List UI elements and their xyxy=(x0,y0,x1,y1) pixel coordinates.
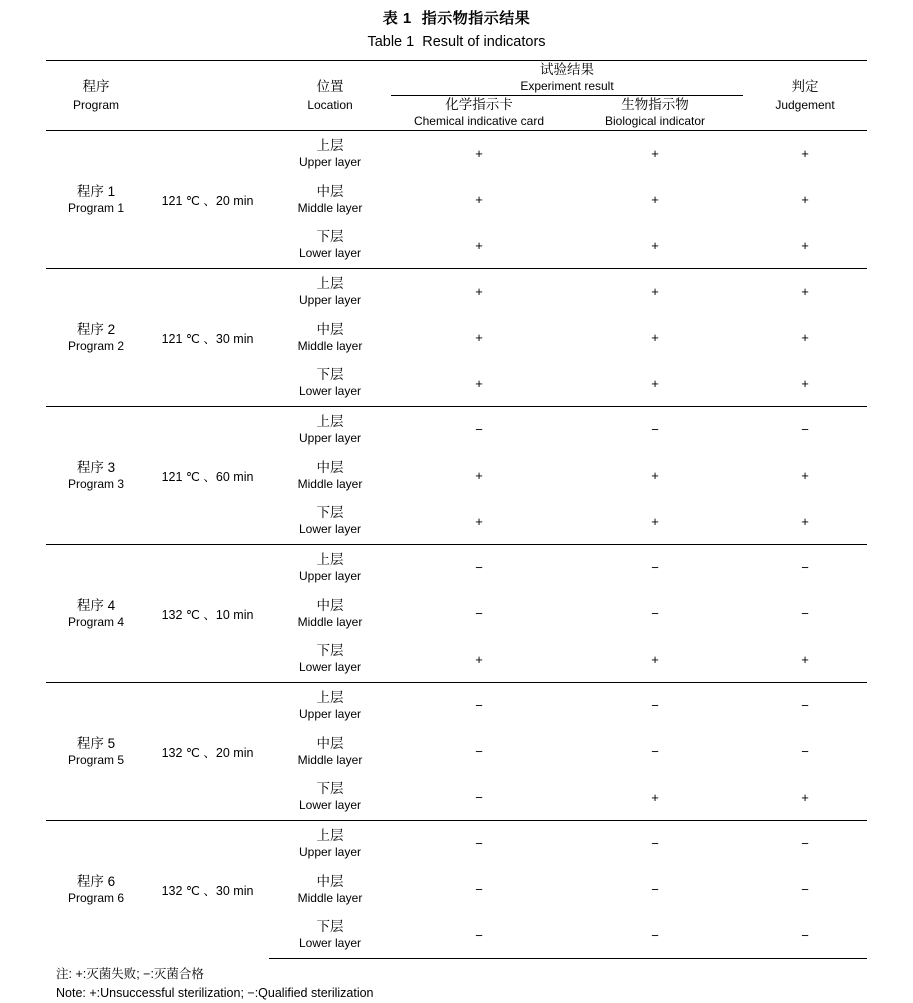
location-label-cn: 中层 xyxy=(316,321,344,337)
program-label-en: Program 3 xyxy=(67,476,125,491)
chemical-result: + xyxy=(475,468,483,483)
table-row xyxy=(46,545,867,591)
judgement-result: − xyxy=(801,744,809,759)
biological-result: − xyxy=(567,683,743,729)
chemical-result: − xyxy=(475,744,483,759)
chemical-result: − xyxy=(391,407,567,453)
program-label-cn: 程序 6 xyxy=(76,873,116,889)
chemical-result: − xyxy=(391,683,567,729)
location-label-cn: 上层 xyxy=(316,551,344,567)
location-cell xyxy=(269,637,391,683)
footnote-chinese: 注: +:灭菌失败; −:灭菌合格 xyxy=(56,967,204,981)
location-label-cn: 下层 xyxy=(316,367,344,383)
chemical-result: + xyxy=(391,269,567,315)
chemical-result: + xyxy=(475,330,483,345)
location-label-en: Lower layer xyxy=(298,522,362,537)
location-label-cn: 下层 xyxy=(316,229,344,245)
program-condition: 132 ℃ 、20 min xyxy=(146,683,269,821)
table-row xyxy=(46,821,867,867)
location-label-cn: 中层 xyxy=(316,597,344,613)
judgement-result: − xyxy=(743,821,867,867)
location-cell xyxy=(269,683,391,729)
judgement-result: − xyxy=(743,545,867,591)
location-label-en: Middle layer xyxy=(297,476,363,491)
program-label-cn: 程序 4 xyxy=(76,597,116,613)
location-label-en: Middle layer xyxy=(297,890,363,905)
location-cell xyxy=(269,269,391,315)
judgement-result: + xyxy=(743,269,867,315)
location-cell xyxy=(269,591,391,637)
program-label-en: Program 1 xyxy=(67,200,125,215)
chemical-result: + xyxy=(475,651,483,667)
location-label-cn: 中层 xyxy=(316,459,344,475)
location-label-cn: 下层 xyxy=(316,781,344,797)
location-label-en: Lower layer xyxy=(298,660,362,675)
biological-result: − xyxy=(567,545,743,591)
header-biological-en: Biological indicator xyxy=(604,114,706,128)
chemical-result: − xyxy=(475,789,483,805)
judgement-result: + xyxy=(801,513,809,529)
chemical-result: + xyxy=(475,237,483,253)
biological-result: − xyxy=(651,882,659,897)
biological-result: − xyxy=(567,913,743,959)
judgement-result: + xyxy=(801,651,809,667)
location-label-en: Upper layer xyxy=(298,154,362,169)
location-label-cn: 中层 xyxy=(316,183,344,199)
table-row xyxy=(46,131,867,177)
biological-result: − xyxy=(567,821,743,867)
table-row xyxy=(46,269,867,315)
biological-result: − xyxy=(651,606,659,621)
location-label-en: Upper layer xyxy=(298,430,362,445)
program-condition: 121 ℃ 、60 min xyxy=(146,407,269,545)
location-label-en: Middle layer xyxy=(297,200,363,215)
program-cell xyxy=(46,269,146,407)
program-cell xyxy=(46,131,146,269)
header-experiment-result xyxy=(391,61,743,96)
program-label-en: Program 5 xyxy=(67,752,125,767)
location-label-en: Upper layer xyxy=(298,292,362,307)
location-label-en: Lower layer xyxy=(298,384,362,399)
location-label-cn: 上层 xyxy=(316,689,344,705)
header-judgement-en: Judgement xyxy=(775,97,835,112)
location-cell xyxy=(269,729,391,775)
location-label-en: Middle layer xyxy=(297,752,363,767)
judgement-result: − xyxy=(801,882,809,897)
header-biological-indicator xyxy=(567,96,743,131)
program-label-cn: 程序 1 xyxy=(76,183,116,199)
header-location-cn: 位置 xyxy=(316,78,344,94)
chemical-result: + xyxy=(475,375,483,391)
header-location xyxy=(269,61,391,131)
judgement-result: + xyxy=(801,237,809,253)
location-cell xyxy=(269,407,391,453)
location-label-en: Middle layer xyxy=(297,338,363,353)
header-chemical-card xyxy=(391,96,567,131)
program-label-en: Program 6 xyxy=(67,890,125,905)
judgement-result: − xyxy=(743,913,867,959)
program-condition: 132 ℃ 、30 min xyxy=(146,821,269,959)
header-condition-spacer xyxy=(146,61,269,131)
header-biological-cn: 生物指示物 xyxy=(621,97,689,112)
location-cell xyxy=(269,361,391,407)
chemical-result: + xyxy=(391,131,567,177)
location-label-en: Middle layer xyxy=(297,614,363,629)
location-cell xyxy=(269,131,391,177)
header-program-en: Program xyxy=(72,97,119,112)
location-label-cn: 中层 xyxy=(316,873,344,889)
table-row xyxy=(46,407,867,453)
table-footnotes xyxy=(46,965,867,1003)
location-label-cn: 下层 xyxy=(316,643,344,659)
location-cell xyxy=(269,177,391,223)
location-label-cn: 上层 xyxy=(316,275,344,291)
biological-result: − xyxy=(651,744,659,759)
caption-chinese xyxy=(46,8,867,30)
header-program xyxy=(46,61,146,131)
location-label-cn: 下层 xyxy=(316,919,344,935)
location-label-cn: 中层 xyxy=(316,735,344,751)
location-cell xyxy=(269,867,391,913)
location-cell xyxy=(269,821,391,867)
chemical-result: − xyxy=(391,545,567,591)
header-row-top xyxy=(46,61,867,96)
location-cell xyxy=(269,453,391,499)
location-label-en: Upper layer xyxy=(298,844,362,859)
biological-result: + xyxy=(651,651,659,667)
chemical-result: − xyxy=(391,821,567,867)
program-label-en: Program 2 xyxy=(67,338,125,353)
caption-english xyxy=(46,30,867,54)
location-cell xyxy=(269,775,391,821)
location-label-en: Lower layer xyxy=(298,246,362,261)
biological-result: − xyxy=(567,407,743,453)
chemical-result: + xyxy=(475,513,483,529)
judgement-result: + xyxy=(801,468,809,483)
header-judgement-cn: 判定 xyxy=(791,78,819,94)
location-label-cn: 上层 xyxy=(316,827,344,843)
biological-result: + xyxy=(567,131,743,177)
caption-english-number: Table 1 xyxy=(367,34,415,50)
biological-result: + xyxy=(651,192,659,207)
location-label-en: Upper layer xyxy=(298,568,362,583)
biological-result: + xyxy=(567,269,743,315)
location-cell xyxy=(269,223,391,269)
judgement-result: − xyxy=(801,606,809,621)
caption-chinese-number: 表 1 xyxy=(382,10,412,27)
header-program-cn: 程序 xyxy=(82,78,110,94)
location-label-cn: 上层 xyxy=(316,137,344,153)
caption-chinese-title: 指示物指示结果 xyxy=(421,10,531,27)
program-label-cn: 程序 2 xyxy=(76,321,116,337)
judgement-result: − xyxy=(743,683,867,729)
header-chemical-cn: 化学指示卡 xyxy=(445,97,513,112)
biological-result: + xyxy=(651,237,659,253)
location-label-cn: 上层 xyxy=(316,413,344,429)
judgement-result: + xyxy=(801,330,809,345)
indicator-results-table xyxy=(46,60,867,959)
location-label-en: Lower layer xyxy=(298,936,362,951)
judgement-result: + xyxy=(801,375,809,391)
biological-result: + xyxy=(651,330,659,345)
program-cell xyxy=(46,821,146,959)
biological-result: + xyxy=(651,513,659,529)
location-cell xyxy=(269,315,391,361)
biological-result: + xyxy=(651,468,659,483)
judgement-result: + xyxy=(801,789,809,805)
header-experiment-en: Experiment result xyxy=(520,79,614,93)
header-location-en: Location xyxy=(307,97,353,112)
header-chemical-en: Chemical indicative card xyxy=(413,114,545,128)
program-cell xyxy=(46,407,146,545)
program-condition: 121 ℃ 、30 min xyxy=(146,269,269,407)
location-cell xyxy=(269,913,391,959)
program-label-cn: 程序 3 xyxy=(76,459,116,475)
header-judgement xyxy=(743,61,867,131)
program-cell xyxy=(46,545,146,683)
footnote-english: Note: +:Unsuccessful sterilization; −:Qualified sterilization xyxy=(56,986,374,1000)
chemical-result: − xyxy=(391,913,567,959)
location-cell xyxy=(269,499,391,545)
program-label-cn: 程序 5 xyxy=(76,735,116,751)
table-row xyxy=(46,683,867,729)
chemical-result: − xyxy=(475,882,483,897)
judgement-result: − xyxy=(743,407,867,453)
location-label-cn: 下层 xyxy=(316,505,344,521)
chemical-result: − xyxy=(475,606,483,621)
program-condition: 121 ℃ 、20 min xyxy=(146,131,269,269)
program-cell xyxy=(46,683,146,821)
program-condition: 132 ℃ 、10 min xyxy=(146,545,269,683)
program-label-en: Program 4 xyxy=(67,614,125,629)
location-label-en: Upper layer xyxy=(298,706,362,721)
header-experiment-cn: 试验结果 xyxy=(540,62,594,77)
caption-english-title: Result of indicators xyxy=(422,34,546,50)
table-caption xyxy=(46,0,867,54)
chemical-result: + xyxy=(475,192,483,207)
judgement-result: + xyxy=(743,131,867,177)
judgement-result: + xyxy=(801,192,809,207)
location-cell xyxy=(269,545,391,591)
location-label-en: Lower layer xyxy=(298,798,362,813)
biological-result: + xyxy=(651,375,659,391)
biological-result: + xyxy=(651,789,659,805)
